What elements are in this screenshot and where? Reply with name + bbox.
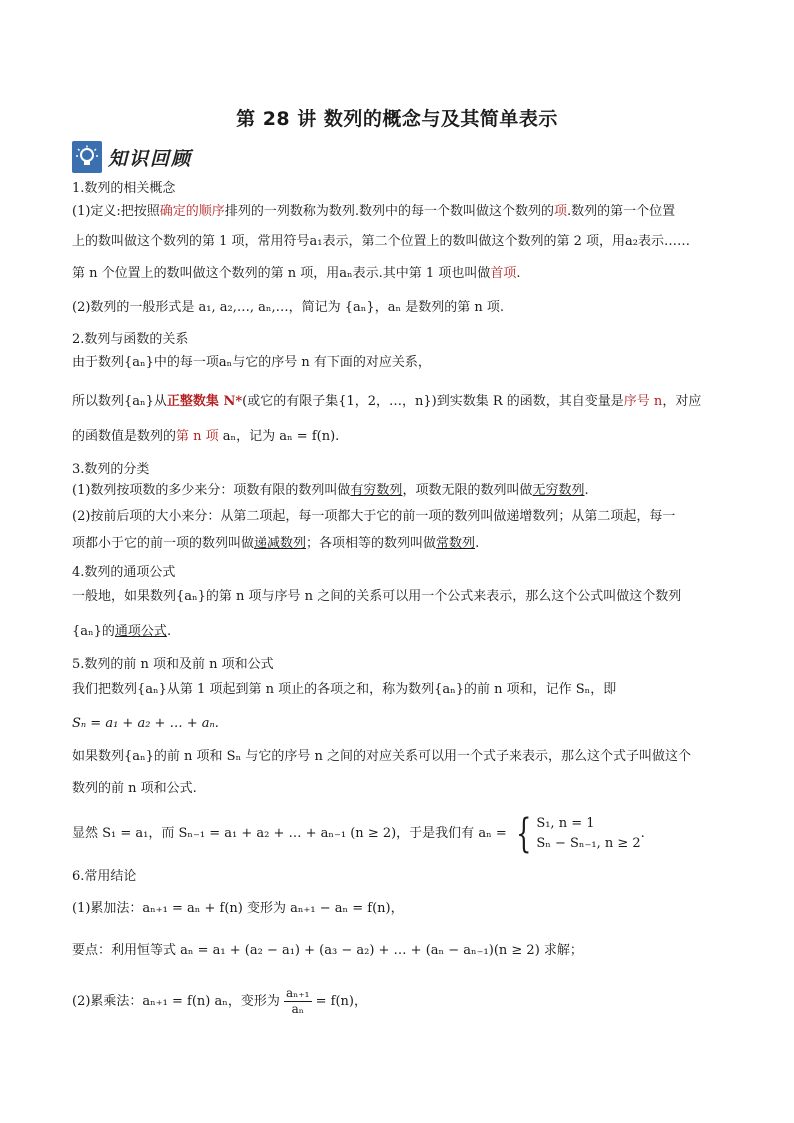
lightbulb-icon xyxy=(72,141,102,173)
s2-l2-b: (或它的有限子集{1，2，…，n})到实数集 R 的函数，其自变量是 xyxy=(242,394,624,409)
s3-line-1 xyxy=(72,482,732,500)
s5-l5-b: . xyxy=(640,826,645,841)
s3-l3-c: . xyxy=(475,536,480,551)
s3-l1-a: (1)数列按项数的多少来分：项数有限的数列叫做 xyxy=(72,483,351,498)
s3-l1-c: . xyxy=(584,483,589,498)
s1-l3-b: . xyxy=(516,266,521,281)
s6-line-3 xyxy=(72,985,732,1019)
s5-l5-a: 显然 S₁ = a₁，而 Sₙ₋₁ = a₁ + a₂ + … + aₙ₋₁ (n ≥ 2)，于是我们有 aₙ = xyxy=(72,826,507,841)
case-1: S₁, n = 1 xyxy=(536,815,595,831)
s3-heading: 3.数列的分类 xyxy=(72,462,150,477)
s3-l3-b: ；各项相等的数列叫做 xyxy=(306,536,437,551)
s1-l1-red1: 确定的顺序 xyxy=(159,204,225,219)
s5-line-5 xyxy=(72,812,732,856)
s1-l3-a: 第 n 个位置上的数叫做这个数列的第 n 项，用aₙ表示.其中第 1 项也叫做 xyxy=(72,266,491,281)
s2-l3-a: 的函数值是数列的 xyxy=(72,429,177,444)
s5-line-4: 数列的前 n 项和公式. xyxy=(72,781,197,796)
s3-line-3 xyxy=(72,535,732,553)
s2-l2-c: ，对应 xyxy=(662,394,702,409)
s1-line-2: 上的数叫做这个数列的第 1 项，常用符号a₁表示，第二个位置上的数叫做这个数列的第 2 项，用a₂表示…… xyxy=(72,234,690,249)
s5-line-2: Sₙ = a₁ + a₂ + … + aₙ. xyxy=(72,716,219,731)
s3-l3-u1: 递减数列 xyxy=(254,536,307,551)
s5-line-1: 我们把数列{aₙ}从第 1 项起到第 n 项止的各项之和，称为数列{aₙ}的前 n 项和，记作 Sₙ，即 xyxy=(72,682,617,697)
s2-l2-a: 所以数列{aₙ}从 xyxy=(72,394,167,409)
section-banner xyxy=(72,138,192,176)
s3-l3-u2: 常数列 xyxy=(436,536,476,551)
s2-line-2 xyxy=(72,393,732,411)
s4-line-1: 一般地，如果数列{aₙ}的第 n 项与序号 n 之间的关系可以用一个公式来表示，那么这个公式叫做这个数列 xyxy=(72,589,682,604)
s4-heading: 4.数列的通项公式 xyxy=(72,565,176,580)
s3-l3-a: 项都小于它的前一项的数列叫做 xyxy=(72,536,255,551)
s6-line-2: 要点：利用恒等式 aₙ = a₁ + (a₂ − a₁) + (a₃ − a₂) + … + (aₙ − aₙ₋₁)(n ≥ 2) 求解； xyxy=(72,943,583,958)
ratio-fraction xyxy=(284,986,312,1017)
s4-line-2 xyxy=(72,623,732,641)
banner-label: 知识回顾 xyxy=(108,147,193,170)
s2-line-3 xyxy=(72,428,732,446)
s6-heading: 6.常用结论 xyxy=(72,869,137,884)
s2-l2-red2: 序号 n xyxy=(623,394,663,409)
fraction-denominator: aₙ xyxy=(291,1002,304,1016)
fraction-numerator: aₙ₊₁ xyxy=(286,986,310,1000)
s1-l1-red2: 项 xyxy=(553,204,567,219)
s2-l3-red: 第 n 项 xyxy=(176,429,219,444)
s6-line-1: (1)累加法：aₙ₊₁ = aₙ + f(n) 变形为 aₙ₊₁ − aₙ = f(n)， xyxy=(72,901,404,916)
s4-l2-a: {aₙ}的 xyxy=(72,624,115,639)
case-2: Sₙ − Sₙ₋₁, n ≥ 2 xyxy=(536,835,641,851)
s1-line-1 xyxy=(72,203,732,221)
s3-line-2: (2)按前后项的大小来分：从第二项起，每一项都大于它的前一项的数列叫做递增数列；从第二项起，每一 xyxy=(72,509,676,524)
page-title: 第 28 讲 数列的概念与及其简单表示 xyxy=(236,108,558,130)
s4-l2-u: 通项公式 xyxy=(114,624,167,639)
s1-line-3 xyxy=(72,265,732,283)
s1-l1-b: 排列的一列数称为数列.数列中的每一个数叫做这个数列的 xyxy=(224,204,554,219)
s1-l1-c: .数列的第一个位置 xyxy=(566,204,676,219)
s1-line-4: (2)数列的一般形式是 a₁, a₂,…, aₙ,…，简记为 {aₙ}，aₙ 是数列的第 n 项. xyxy=(72,300,504,315)
s2-heading: 2.数列与函数的关系 xyxy=(72,332,189,347)
s3-l1-u2: 无穷数列 xyxy=(532,483,585,498)
s6-l3-a: (2)累乘法：aₙ₊₁ = f(n) aₙ，变形为 xyxy=(72,994,280,1009)
s4-l2-b: . xyxy=(166,624,172,639)
s6-l3-b: = f(n)， xyxy=(311,994,367,1009)
s2-line-1: 由于数列{aₙ}中的每一项aₙ与它的序号 n 有下面的对应关系， xyxy=(72,355,431,370)
s2-l3-b: aₙ，记为 aₙ = f(n). xyxy=(218,429,340,444)
s5-line-3: 如果数列{aₙ}的前 n 项和 Sₙ 与它的序号 n 之间的对应关系可以用一个式子来表示，那么这个式子叫做这个 xyxy=(72,749,691,764)
piecewise-cases xyxy=(536,814,640,854)
s1-l1-a: (1)定义:把按照 xyxy=(72,204,160,219)
s1-l3-red: 首项 xyxy=(490,266,517,281)
s5-heading: 5.数列的前 n 项和及前 n 项和公式 xyxy=(72,657,274,672)
s3-l1-u1: 有穷数列 xyxy=(350,483,403,498)
s2-l2-red1: 正整数集 N* xyxy=(166,394,243,409)
s3-l1-b: ，项数无限的数列叫做 xyxy=(402,483,533,498)
cases-brace: { xyxy=(515,810,532,857)
s1-heading: 1.数列的相关概念 xyxy=(72,181,176,196)
